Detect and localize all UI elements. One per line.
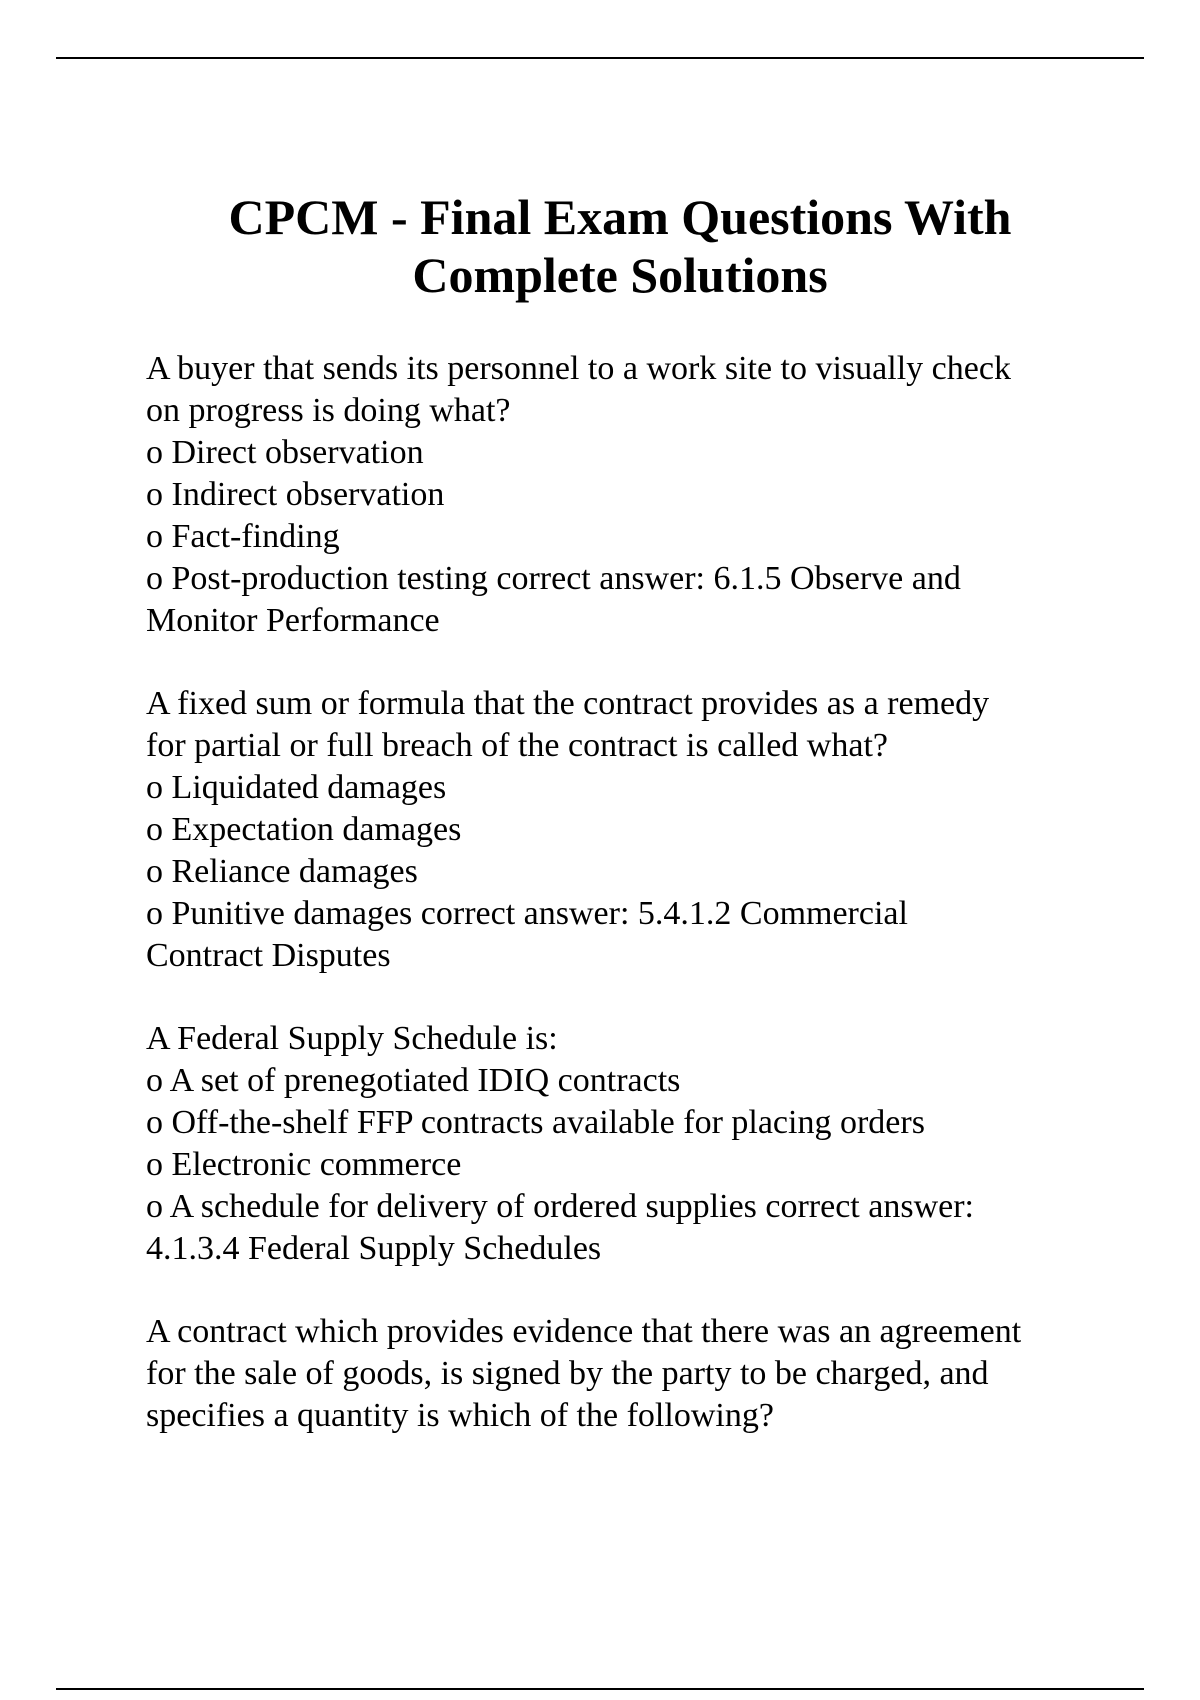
answer-option: o Off-the-shelf FFP contracts available for placing orders bbox=[146, 1104, 925, 1141]
answer-option: o Post-production testing correct answer: 6.1.5 Observe and bbox=[146, 560, 961, 597]
question-text: for the sale of goods, is signed by the party to be charged, and bbox=[146, 1355, 989, 1392]
title-line-1: CPCM - Final Exam Questions With bbox=[228, 189, 1012, 245]
question-text: A Federal Supply Schedule is: bbox=[146, 1020, 558, 1057]
answer-option: o Punitive damages correct answer: 5.4.1.2 Commercial bbox=[146, 895, 908, 932]
question-text: specifies a quantity is which of the following? bbox=[146, 1397, 774, 1434]
question-block-4 bbox=[146, 1311, 1106, 1437]
bottom-rule bbox=[56, 1688, 1144, 1690]
answer-option: o Electronic commerce bbox=[146, 1146, 462, 1183]
question-block-1 bbox=[146, 348, 1106, 642]
question-block-3 bbox=[146, 1018, 1106, 1270]
answer-option: o Liquidated damages bbox=[146, 769, 447, 806]
questions-body bbox=[146, 348, 1106, 1478]
answer-reference: Monitor Performance bbox=[146, 602, 440, 639]
answer-option: o A set of prenegotiated IDIQ contracts bbox=[146, 1062, 681, 1099]
question-text: A fixed sum or formula that the contract provides as a remedy bbox=[146, 685, 990, 722]
question-text: A contract which provides evidence that there was an agreement bbox=[146, 1313, 1022, 1350]
question-block-2 bbox=[146, 683, 1106, 977]
answer-reference: Contract Disputes bbox=[146, 937, 391, 974]
answer-option: o Indirect observation bbox=[146, 476, 445, 513]
title-line-2: Complete Solutions bbox=[412, 247, 828, 303]
answer-option: o Fact-finding bbox=[146, 518, 340, 555]
answer-option: o A schedule for delivery of ordered supplies correct answer: bbox=[146, 1188, 974, 1225]
question-text: A buyer that sends its personnel to a work site to visually check bbox=[146, 350, 1011, 387]
answer-option: o Expectation damages bbox=[146, 811, 462, 848]
question-text: for partial or full breach of the contract is called what? bbox=[146, 727, 888, 764]
answer-option: o Direct observation bbox=[146, 434, 424, 471]
top-rule bbox=[56, 57, 1144, 59]
answer-option: o Reliance damages bbox=[146, 853, 418, 890]
question-text: on progress is doing what? bbox=[146, 392, 511, 429]
page-title bbox=[100, 188, 1140, 304]
answer-reference: 4.1.3.4 Federal Supply Schedules bbox=[146, 1230, 602, 1267]
